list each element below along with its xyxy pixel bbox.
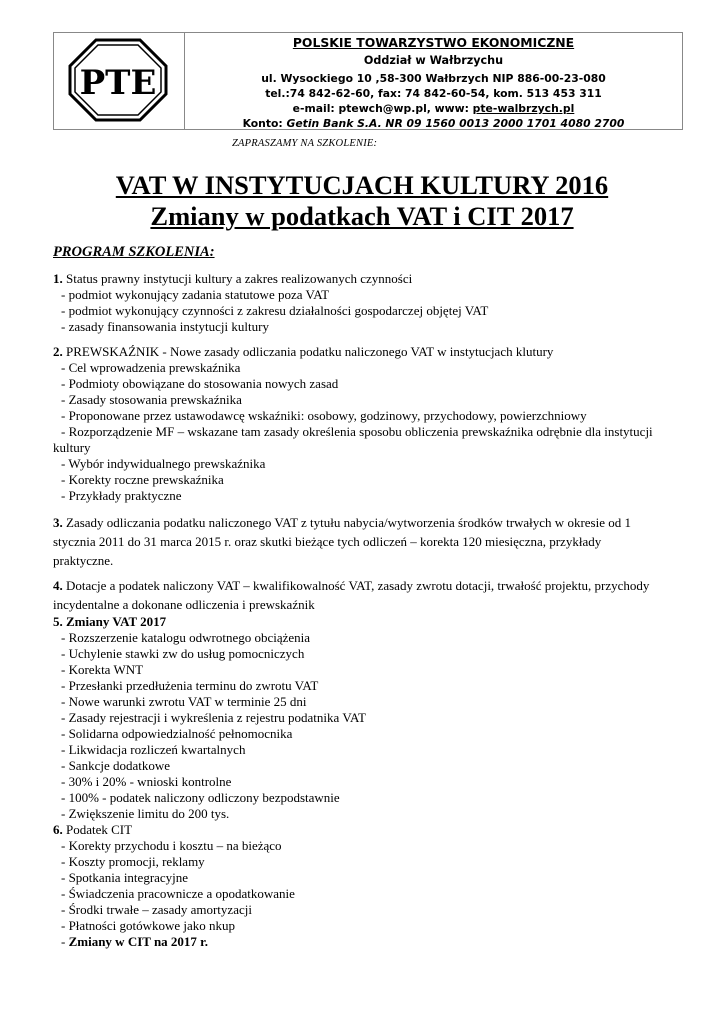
list-item-continuation: kultury [53,440,91,455]
final-bold-item: Zmiany w CIT na 2017 r. [68,934,209,949]
section-5 [53,614,673,822]
list-item: - Korekta WNT [61,662,144,677]
list-item: - Przykłady praktyczne [61,488,182,503]
list-item: - 100% - podatek naliczony odliczony bezpodstawnie [61,790,340,805]
header-box [53,32,683,130]
list-item: - Koszty promocji, reklamy [61,854,205,869]
logo-cell [54,33,185,129]
list-item: - Likwidacja rozliczeń kwartalnych [61,742,246,757]
section-6-text: Podatek CIT [62,822,133,837]
list-item: - Przesłanki przedłużenia terminu do zwrotu VAT [61,678,319,693]
list-item: - Świadczenia pracownicze a opodatkowanie [61,886,295,901]
section-4-line-1: Dotacje a podatek naliczony VAT – kwalifikowalność VAT, zasady zwrotu dotacji, trwałość projektu, przychody [62,578,650,593]
section-6-number: 6. [53,822,63,837]
list-item: - Uchylenie stawki zw do usług pomocniczych [61,646,305,661]
org-address: ul. Wysockiego 10 ,58-300 Wałbrzych NIP 886-00-23-080 [261,72,606,85]
logo-text: PTE [79,63,157,103]
list-item: - Podmioty obowiązane do stosowania nowych zasad [61,376,339,391]
org-phone: tel.:74 842-62-60, fax: 74 842-60-54, kom. 513 453 311 [265,87,602,100]
program-content [53,271,673,950]
list-item: - Korekty roczne prewskaźnika [61,472,224,487]
section-4 [53,576,673,614]
list-item: - Cel wprowadzenia prewskaźnika [61,360,241,375]
org-account-line [185,117,682,131]
section-6 [53,822,673,950]
org-email: e-mail: ptewch@wp.pl, www: [292,102,473,115]
list-item: - zasady finansowania instytucji kultury [61,319,269,334]
list-item: - Solidarna odpowiedzialność pełnomocnika [61,726,293,741]
org-email-line [185,102,682,116]
org-branch: Oddział w Wałbrzychu [363,54,504,67]
section-3 [53,513,673,570]
list-item: - 30% i 20% - wnioski kontrolne [61,774,232,789]
section-3-line-3: praktyczne. [53,553,114,568]
title-line-2: Zmiany w podatkach VAT i CIT 2017 [150,201,574,231]
section-2-text: PREWSKAŹNIK - Nowe zasady odliczania podatku naliczonego VAT w instytucjach klutury [62,344,554,359]
list-item: - Środki trwałe – zasady amortyzacji [61,902,252,917]
list-item: - Nowe warunki zwrotu VAT w terminie 25 dni [61,694,307,709]
account-label: Konto: [242,117,287,130]
program-heading: PROGRAM SZKOLENIA: [53,244,215,260]
section-2-number: 2. [53,344,63,359]
organization-info [185,33,682,129]
list-item: - Spotkania integracyjne [61,870,189,885]
list-item-final [53,934,673,950]
title-line-1: VAT W INSTYTUCJACH KULTURY 2016 [115,170,609,200]
pte-logo [66,36,170,124]
org-name: POLSKIE TOWARZYSTWO EKONOMICZNE [292,35,575,50]
list-item: - podmiot wykonujący czynności z zakresu działalności gospodarczej objętej VAT [61,303,489,318]
section-3-line-1: Zasady odliczania podatku naliczonego VAT z tytułu nabycia/wytworzenia środków trwałych w okresie od 1 [62,515,631,530]
section-1 [53,271,673,335]
section-1-number: 1. [53,271,63,286]
list-item: - podmiot wykonujący zadania statutowe poza VAT [61,287,330,302]
list-item: - Proponowane przez ustawodawcę wskaźniki: osobowy, godzinowy, przychodowy, powierzchniowy [61,408,587,423]
list-item: - Wybór indywidualnego prewskaźnika [61,456,266,471]
list-item: - Korekty przychodu i kosztu – na bieżąco [61,838,282,853]
org-website-link[interactable]: pte-walbrzych.pl [472,102,575,115]
list-item: - Sankcje dodatkowe [61,758,171,773]
section-2 [53,344,673,504]
invite-text: ZAPRASZAMY NA SZKOLENIE: [232,138,378,149]
account-number: Getin Bank S.A. NR 09 1560 0013 2000 1701 4080 2700 [286,117,625,130]
section-3-number: 3. [53,515,63,530]
section-1-text: Status prawny instytucji kultury a zakres realizowanych czynności [62,271,413,286]
list-item: - Zwiększenie limitu do 200 tys. [61,806,230,821]
list-item: - Rozszerzenie katalogu odwrotnego obciążenia [61,630,311,645]
list-item: - Płatności gotówkowe jako nkup [61,918,236,933]
section-4-number: 4. [53,578,63,593]
list-item: - Rozporządzenie MF – wskazane tam zasady określenia sposobu obliczenia prewskaźnika odrębnie dla instytucji [61,424,653,439]
section-5-heading: 5. Zmiany VAT 2017 [53,614,167,629]
section-3-line-2: stycznia 2011 do 31 marca 2015 r. oraz skutki bieżące tych odliczeń – korekta 120 miesięczna, przykłady [53,534,602,549]
list-item: - Zasady stosowania prewskaźnika [61,392,242,407]
section-4-line-2: incydentalne a dokonane odliczenia i prewskaźnik [53,597,315,612]
final-dash: - [61,934,69,949]
list-item: - Zasady rejestracji i wykreślenia z rejestru podatnika VAT [61,710,366,725]
